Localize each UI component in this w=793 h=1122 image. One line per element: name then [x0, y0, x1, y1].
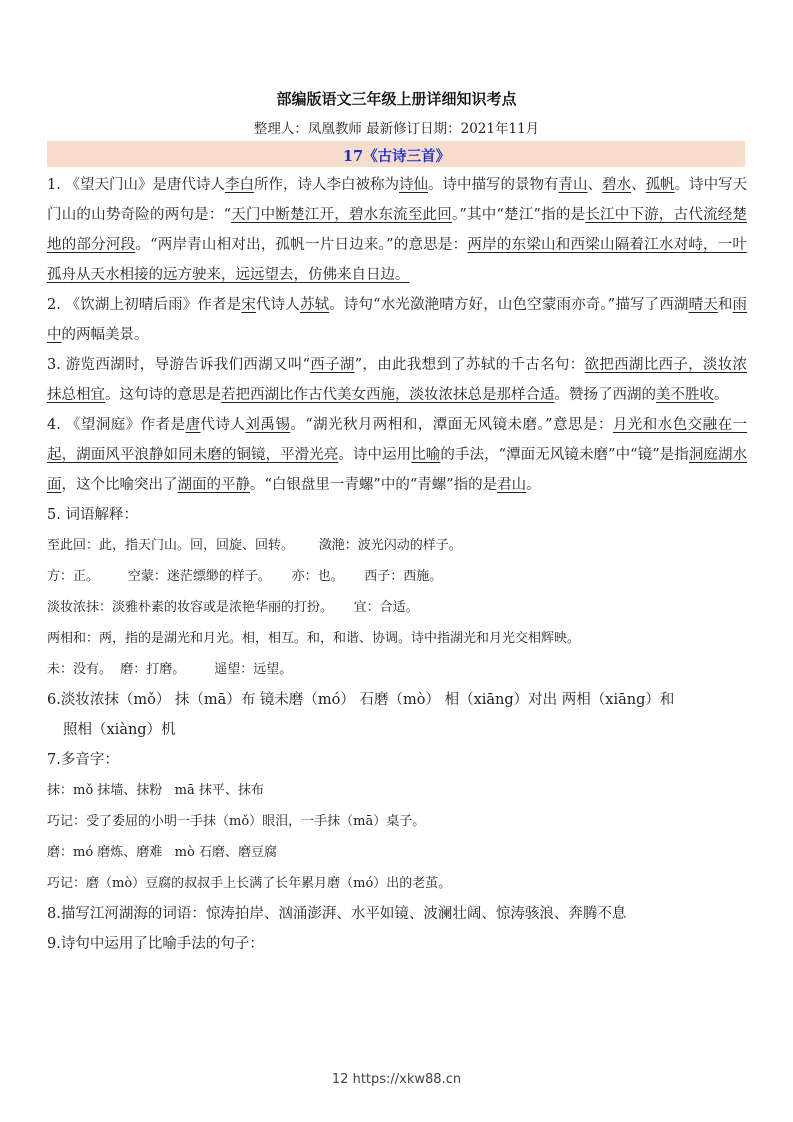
metaphor-heading: 9.诗句中运用了比喻手法的句子： [47, 936, 264, 952]
answer-underlined: 比喻 [411, 447, 441, 463]
polyphone-line: 巧记：磨（mò）豆腐的叔叔手上长满了长年累月磨（mó）出的老茧。 [47, 876, 452, 891]
paragraph-text: 。诗中写天门山的山势奇险的两句是：“ [47, 177, 748, 223]
answer-underlined: 雨中 [47, 297, 748, 343]
paragraph-text: 。赞扬了西湖的 [554, 387, 656, 403]
vocab-line: 淡妆浓抹：淡雅朴素的妆容或是浓艳华丽的打扮。 宜：合适。 [47, 600, 419, 615]
polyphone-heading: 7.多音字： [47, 752, 119, 768]
paragraph-text: 。这句诗的意思是 [105, 387, 221, 403]
paragraph-4 [47, 410, 747, 500]
answer-underlined: 西子湖 [310, 357, 355, 373]
answer-underlined: 青山 [558, 177, 588, 193]
paragraph-text: 、 [587, 177, 603, 193]
paragraph-text: 。 [526, 477, 541, 493]
pronunciation-line: 照相（xiàng）机 [63, 722, 176, 738]
answer-underlined: 君山 [497, 477, 527, 493]
paragraph-text: 的手法，“潭面无风镜未磨”中“镜”是指 [440, 447, 689, 463]
page-subtitle: 整理人：凤凰教师 最新修订日期：2021年11月 [253, 121, 540, 137]
paragraph-text: 所作，诗人李白被称为 [253, 177, 399, 193]
paragraph-text: 。“两岸青山相对出，孤帆一片日边来。”的意思是： [135, 237, 468, 253]
paragraph-text: 的两幅美景。 [61, 327, 149, 343]
answer-underlined: 宋 [241, 297, 256, 313]
answer-underlined: 碧水 [602, 177, 632, 193]
paragraph-text: 3. 游览西湖时，导游告诉我们西湖又叫“ [47, 357, 310, 373]
answer-underlined: 湖面的平静 [177, 477, 250, 493]
paragraph-text: 1. 《望天门山》是唐代诗人 [47, 177, 225, 193]
answer-underlined: 李白 [224, 177, 254, 193]
answer-underlined: 晴天 [688, 297, 718, 313]
paragraph-text: 。诗句“水光潋滟晴方好，山色空蒙雨亦奇。”描写了西湖 [329, 297, 689, 313]
pronunciation-line: 6.淡妆浓抹（mǒ） 抹（mā）布 镜未磨（mó） 石磨（mò） 相（xiāng）对出 两相（xiāng）和 [47, 692, 675, 708]
paragraph-text: 。诗中运用 [338, 447, 412, 463]
paragraph-text: 代诗人 [256, 297, 300, 313]
paragraph-text: 代诗人 [200, 417, 246, 433]
answer-underlined: 天门中断楚江开，碧水东流至此回 [231, 207, 452, 223]
idiom-line: 8.描写江河湖海的词语：惊涛拍岸、汹涌澎湃、水平如镜、波澜壮阔、惊涛骇浪、奔腾不息 [47, 906, 627, 922]
page-footer: 12 https://xkw88.cn [331, 1072, 462, 1087]
answer-underlined: 长江中下游，古代流经楚地的部分河段 [47, 207, 748, 253]
vocab-line: 未：没有。 磨：打磨。 遥望：远望。 [47, 662, 293, 677]
paragraph-1 [47, 170, 747, 290]
answer-underlined: 欲把西湖比西子，淡妆浓抹总相宜 [47, 357, 748, 403]
paragraph-text: 和 [717, 297, 733, 313]
paragraph-text: 。”其中“楚江”指的是 [451, 207, 586, 223]
paragraph-2 [47, 290, 747, 350]
answer-underlined: 洞庭湖水面 [47, 447, 748, 493]
paragraph-text: 。诗中描写的景物有 [428, 177, 559, 193]
document-body [47, 170, 747, 959]
answer-underlined: 唐 [185, 417, 201, 433]
paragraph-text: 。 [714, 387, 729, 403]
paragraph-text: ”，由此我想到了苏轼的千古名句： [354, 357, 585, 373]
paragraph-text: 。“湖光秋月两相和，潭面无风镜未磨。”意思是： [290, 417, 613, 433]
paragraph-3 [47, 350, 747, 410]
paragraph-text: ，这个比喻突出了 [61, 477, 178, 493]
answer-underlined: 若把西湖比作古代美女西施，淡妆浓抹总是那样合适 [221, 387, 555, 403]
paragraph-text: 、 [631, 177, 646, 193]
polyphone-line: 抹：mǒ 抹墙、抹粉 mā 抹平、抹布 [47, 783, 264, 798]
paragraph-text: 。“白银盘里一青螺”中的“青螺”指的是 [250, 477, 498, 493]
answer-underlined: 月光和水色交融在一起，湖面风平浪静如同未磨的铜镜，平滑光亮 [47, 417, 748, 463]
answer-underlined: 刘禹锡 [245, 417, 291, 433]
page-title: 部编版语文三年级上册详细知识考点 [276, 90, 517, 108]
paragraph-text: 4. 《望洞庭》作者是 [47, 417, 186, 433]
vocab-line: 方：正。 空蒙：迷茫缥缈的样子。 亦：也。 西子：西施。 [47, 569, 443, 584]
vocab-line: 两相和：两，指的是湖光和月光。相，相互。和，和谐、协调。诗中指湖光和月光交相辉映。 [47, 631, 581, 646]
vocab-heading: 5. 词语解释： [47, 507, 138, 523]
answer-underlined: 诗仙 [399, 177, 429, 193]
section-title: 17《古诗三首》 [342, 148, 451, 165]
answer-underlined: 两岸的东梁山和西梁山隔着江水对峙，一叶孤舟从天水相接的远方驶来，远远望去，仿佛来自日边。 [47, 237, 748, 283]
answer-underlined: 孤帆 [645, 177, 675, 193]
polyphone-line: 磨：mó 磨炼、磨难 mò 石磨、磨豆腐 [47, 845, 277, 860]
paragraph-text: 2. 《饮湖上初晴后雨》作者是 [47, 297, 242, 313]
answer-underlined: 美不胜收 [656, 387, 714, 403]
answer-underlined: 苏轼 [299, 297, 330, 313]
vocab-line: 至此回：此，指天门山。回，回旋、回转。 潋滟：波光闪动的样子。 [47, 538, 462, 553]
polyphone-line: 巧记：受了委屈的小明一手抹（mǒ）眼泪，一手抹（mā）桌子。 [47, 814, 426, 829]
